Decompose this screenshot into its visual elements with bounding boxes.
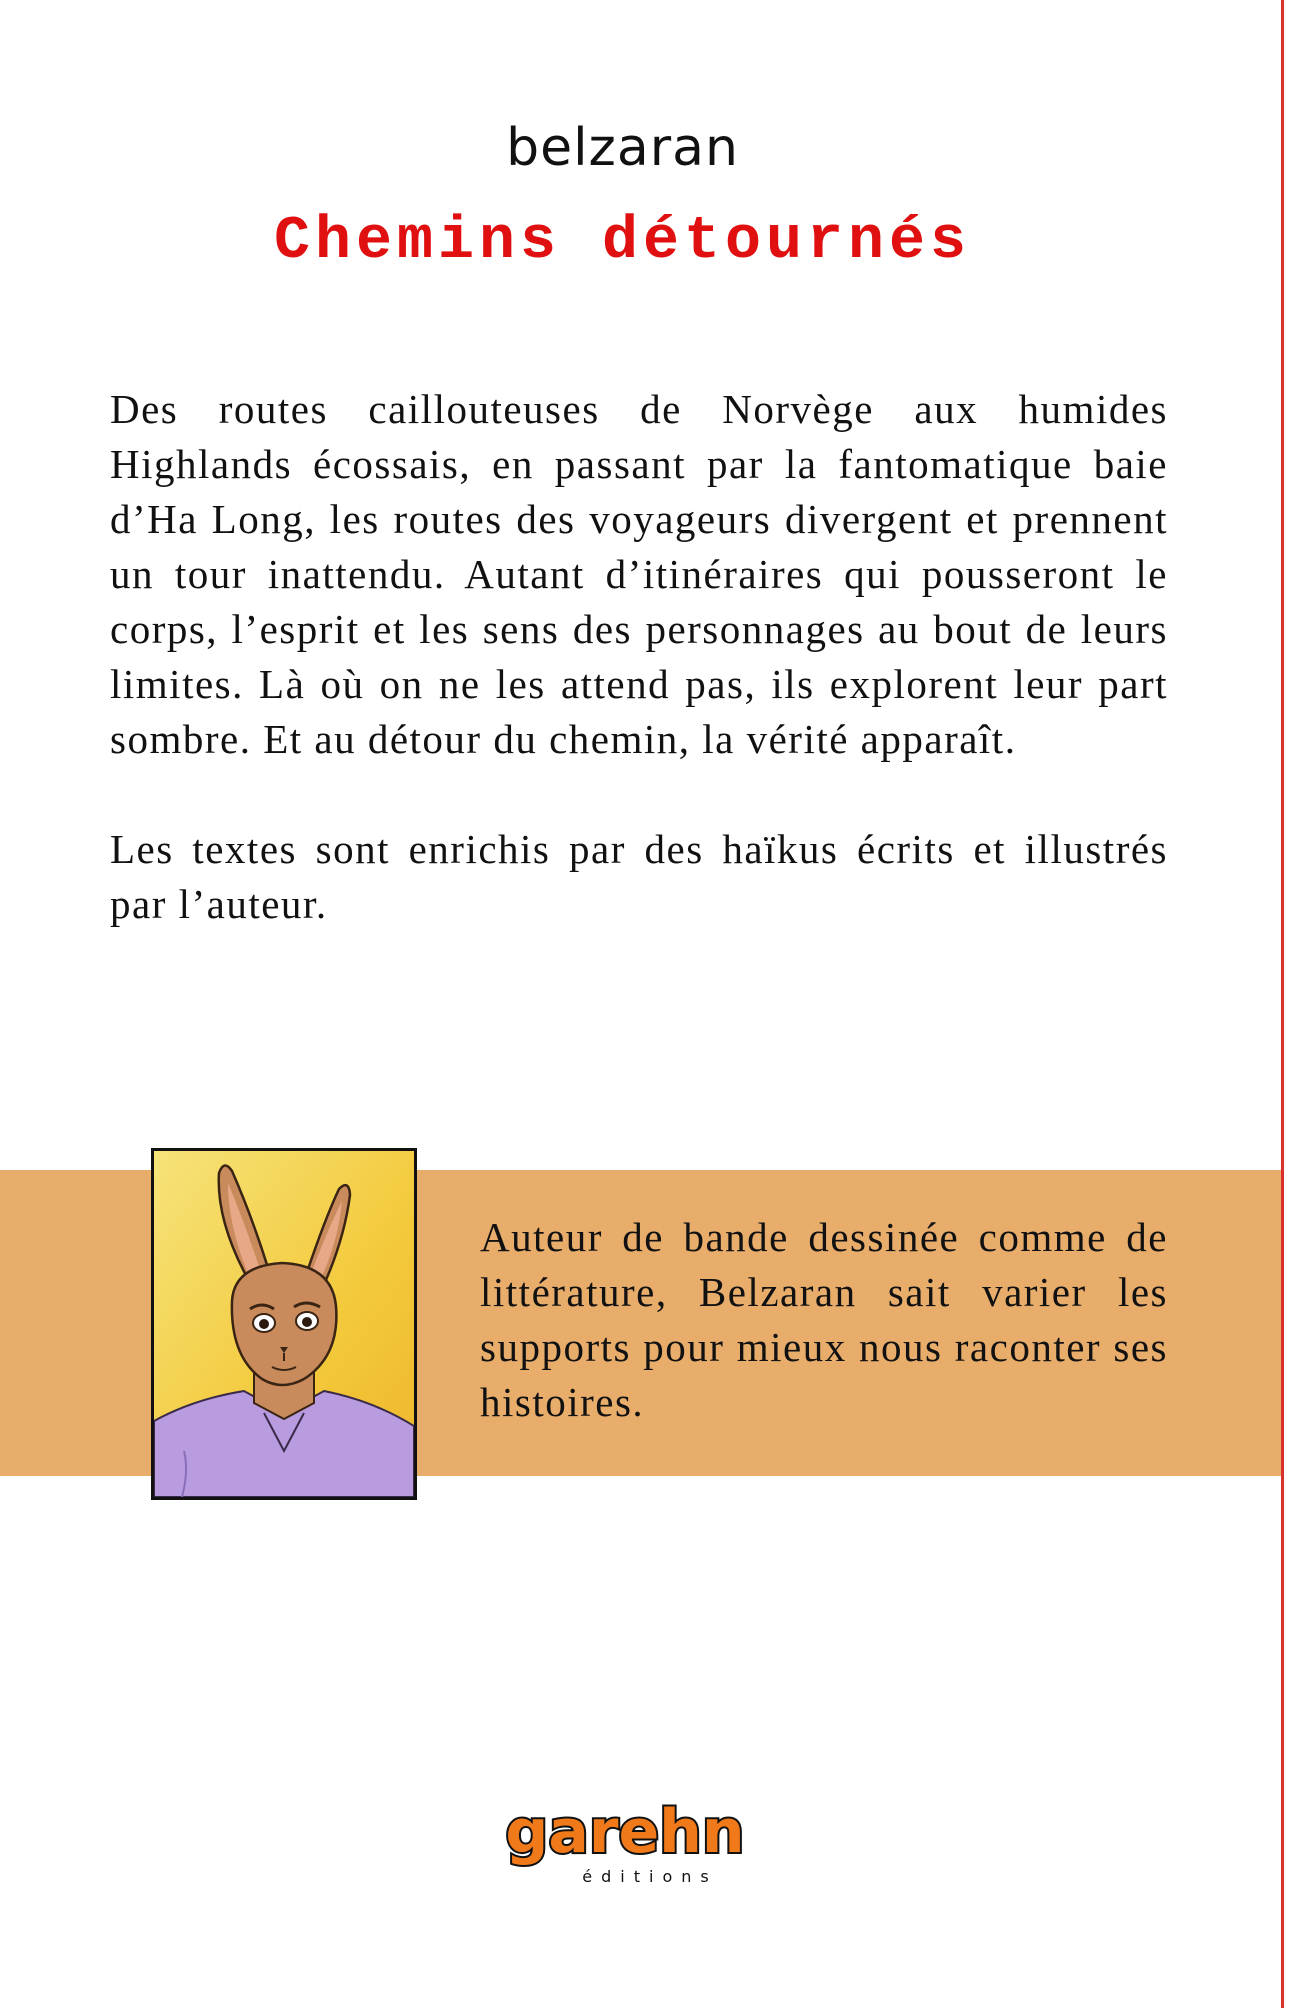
blurb-paragraph-1: Des routes caillouteuses de Norvège aux humides Highlands écossais, en passant par la fantomatique baie d’Ha Long, les routes des voyageurs divergent et prennent un tour inattendu. Autant d’itinéraires qui pousseront le corps, l’esprit et les sens des personnages au bout de leurs limites. Là où on ne les attend pas, ils explorent leur part sombre. Et au détour du chemin, la vérité apparaît. [110, 386, 1168, 762]
blurb-paragraph-2: Les textes sont enrichis par des haïkus écrits et illustrés par l’auteur. [110, 826, 1168, 927]
edge-rule [1281, 0, 1284, 2008]
back-cover-blurb [110, 382, 1168, 987]
publisher-logo [500, 1790, 750, 1890]
author-name: belzaran [506, 118, 739, 178]
author-portrait [151, 1148, 417, 1500]
publisher-sub: éditions [582, 1867, 718, 1886]
author-bio: Auteur de bande dessinée comme de littérature, Belzaran sait varier les supports pour mieux nous raconter ses histoires. [480, 1214, 1168, 1425]
rabbit-portrait-icon [154, 1151, 414, 1497]
garehn-logo-icon [500, 1790, 750, 1890]
publisher-name: garehn [505, 1797, 745, 1867]
book-title: Chemins détournés [273, 208, 972, 276]
